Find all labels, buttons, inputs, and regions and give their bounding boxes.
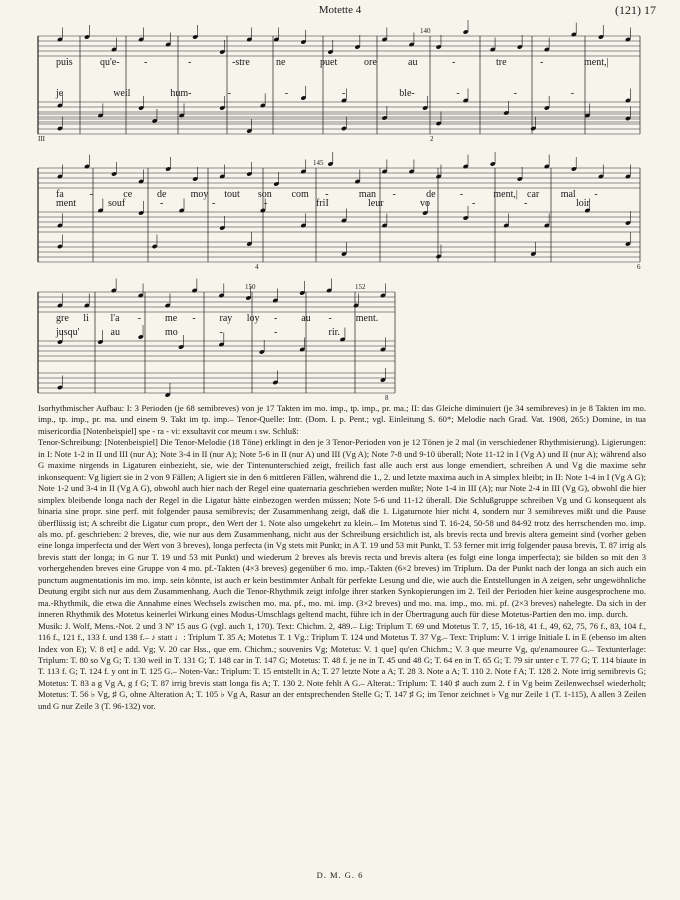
voice-number: 2 <box>430 135 434 143</box>
motetus-lyric: - <box>513 88 517 99</box>
triplum-lyric: ore <box>364 57 377 68</box>
triplum-lyric: me <box>165 313 178 324</box>
triplum-lyric: - <box>452 57 456 68</box>
motetus-lyric: hum- <box>170 88 192 99</box>
measure-number: 140 <box>420 27 431 35</box>
triplum-lyric: qu'e- <box>100 57 120 68</box>
triplum-lyric: - <box>328 313 332 324</box>
triplum-lyric: ment,| <box>493 189 518 200</box>
motetus-lyric: ble- <box>399 88 415 99</box>
motetus-lyric: mo <box>165 327 178 338</box>
commentary-paragraph-2: Tenor-Schreibung: [Notenbeispiel] Die Tenor-Melodie (18 Töne) erklingt in den je 3 Tenor-Perioden von je 12 Tönen je 2 mal (in verschiedener Rhythmisierung). Ligierungen: in I: Note 1-2 in II und III (nur A); Note 3-4 in II (nur A); Note 5-6 in II (nur A) und III (Vg A); Note 7-8 und 9-10 überall; Note 11-12 in I (Vg A) und II (nur A); während also G maxime nirgends in Ligaturen einbezieht, sie, wie der Tintenunterschied zeigt, freilich fast alle auch erst aus longe emendiert, schreiben A und Vg die maxime sehr inkonsequent: Vg ligiert sie in 2 von 9 Fällen; A ligiert sie in den 6 mittleren Fällen, während die 1., 2. und letzte maxima auch in A simplex bleibt; in II: Note 1-4 in I (Vg A G); Note 1-2 und 3-4 in II (Vg A G), obwohl auch hier nach der Regel eine quaternaria geschrieben werden mußte; Note 1-4 in III (A); nur Note 2-4 in III (Vg G), obwohl die hier simplex bleibende longa nach der Regel in die Ligatur hätte einbezogen werden müssen; Note 5-6 und 11-12 überall. Die Schlußgruppe schreiben Vg und G konsequent als binaria sine propr. sine perf. mit folgender pausa semibrevis; der Zusammenhang zeigt, daß die 1. Ligaturnote hier nicht 4, sondern nur 3 semibreves mißt und die Pause überflüssig ist; A schreibt die Ligatur cum propr., den Wert der 1. Note also umgekehrt zu klein.– Im Motetus sind T. 16-24, 50-58 und 84-92 trotz des herrschenden mo. imp. als mo. pf. geschrieben: 2 breves, die, wie nur aus dem Zusammenhang, nicht aus der Schreibung ersichtlich ist, als brevis recta und brevis altera gemeint sind (vorher geben eine longa imperfecta und der Wert von 3 breves), longa perfecta (in Vg stets mit Punkt; in A T. 19 und 53 mit Punkt, T. 53 ferner mit irrig folgender pausa brevis, T. 87 irrig als brevis statt der longa; in G nur T. 19 und 53 mit Punkt) und wiederum 2 breves als brevis recta und brevis altera (es folgt eine longa imperfecta); sie bilden so mit den 3 vorhergehenden breves eine Gruppe von 4 mo. pf.-Takten (4×3 breves) gegenüber 6 mo. imp.-Takten (6×2 breves) im Triplum. Da der Punkt nach der longa an sich auch ein punctum augmentationis im mo. imp. sein könnte, ist auch er kein bestimmter Anhalt für perfekte Lesung und die, wie auch die Entstellungen in A zeigen, sehr ungewöhnliche Deutung ergibt sich nur aus dem Zusammenhang. Auch die Tenor-Rhythmik zeigt infolge ihrer starken Synkopierungen im 2. Teil der Perioden hier keine ausgesprochene mo. ma.-Rhythmik, die etwa die Annahme eines Wechsels zwischen mo. ma. pf., mo. mi. imp. (3×2 breves) und mo. ma. imp., mo. mi. pf. (2×3 breves) nahelegte. Da sich in der inneren Rhythmik des Motetus keinerlei Wirkung eines Modus-Umschlags geltend macht, führe ich in der Übertragung auch für diese Motetus-Partien den mo. imp. durch. <box>38 437 646 620</box>
triplum-lyric: fa <box>56 189 64 200</box>
motetus-lyric: - <box>524 198 528 209</box>
triplum-lyric: - <box>274 313 278 324</box>
voice-number: 8 <box>385 394 389 402</box>
motetus-lyric: loir <box>576 198 590 209</box>
triplum-lyric: -stre <box>232 57 250 68</box>
motetus-lyric: - <box>160 198 164 209</box>
motetus-lyric: rir. <box>328 327 340 338</box>
triplum-lyric: car <box>527 189 540 200</box>
motetus-lyric: - <box>219 327 223 338</box>
triplum-lyric: ment,| <box>584 57 609 68</box>
motetus-lyric: - <box>212 198 216 209</box>
triplum-lyric: man <box>358 189 377 200</box>
motetus-lyric: au <box>110 327 120 338</box>
motetus-lyric: - <box>472 198 476 209</box>
system-label: III <box>38 135 45 143</box>
motetus-lyric: ment <box>56 198 76 209</box>
voice-number: 6 <box>637 263 641 271</box>
commentary-paragraph-3: Musik: J. Wolf, Mens.-Not. 2 und 3 Nº 15 aus G (vgl. auch 1, 170). Text: Chichm. 2, 489.– Lig: Triplum T. 69 und Motetus T. 7, 15, 16-18, 41 f., 49, 62, 75, 76 f., 83, 104 f., 116 f., 121 f., 133 f. und 138 f.– ♪ statt ♩: Triplum T. 35 A; Motetus T. 1 Vg.: Triplum T. 124 und Motetus T. 37 Vg.– Text: Triplum: V. 1 irrige Initiale L in E (ebenso im alten Index von E); V. 8 et] e add. Vg; V. 20 car Hss., que em. Chichm.; souvenirs Vg; Motetus: V. 1 que] qu'en Chichm.; V. 3 que meurre Vg, qu'enamouree G.– Textunterlage: Triplum: T. 80 so Vg G; T. 130 weil in T. 131 G; T. 148 car in T. 147 G; Motetus: T. 48 f. je ne in T. 45 und 48 G; T. 64 en in T. 65 G; T. 79 sir unter c T. 77 G; T. 114 biaute in T. 113 f. G; T. 124 f. y ont in T. 125 G.– Noten-Var.: Triplum: T. 15 entstellt in A; T. 27 letzte Note a A; T. 28 3. Note a A; T. 110 2. Note f A; T. 128 2. Note irrig semibrevis G; Motetus: T. 83 a g Vg A, g f G; T. 87 irrig brevis statt longa fis A; T. 130 2. Note fehlt A G.– Alterat.: Triplum: T. 140 ♯ auch zum 2. f in Vg beim Zeilenwechsel wiederholt; Motetus: T. 56 ♭ Vg, ♯ G, ohne Alteration A; T. 105 ♭ Vg A, Rasur an der entsprechenden Stelle G; T. 147 ♯ G; im Tenor zeichnet ♭ Vg nur Zeile 1 (T. 1-115), A allen 3 Zeilen und G nur Zeile 3 (T. 96-132) vor. <box>38 620 646 711</box>
triplum-lyric: puet <box>320 57 338 68</box>
measure-number: 145 <box>313 159 324 167</box>
motetus-lyric: jusqu' <box>56 327 80 338</box>
voice-number: 4 <box>255 263 259 271</box>
measure-number: 150 <box>245 283 256 291</box>
triplum-lyric: - <box>137 313 142 324</box>
triplum-lyric: - <box>144 57 148 68</box>
motetus-lyric: souf <box>108 198 126 209</box>
triplum-lyric: puis <box>56 57 73 68</box>
triplum-lyric: ne <box>276 57 286 68</box>
triplum-lyric: com <box>291 189 309 200</box>
triplum-lyric: ce <box>123 189 133 200</box>
page-header-title: Motette 4 <box>318 4 362 16</box>
triplum-lyric: au <box>301 313 311 324</box>
triplum-lyric: li <box>83 313 89 324</box>
triplum-lyric: au <box>408 57 418 68</box>
commentary-paragraph-1: Isorhythmischer Aufbau: I: 3 Perioden (je 68 semibreves) von je 17 Takten im mo. imp., tp. imp., pr. ma.; II: das Gleiche diminuiert (je 34 semibreves) in je 8 Takten im mo. imp., tp. imp., pr. ma. und einem 9. Takt im tp. imp.– Tenor-Quelle: Intr. (Dom. I. p. Pent.; vgl. Einleitung S. 60*; Melodie nach Grad. Vat. 1908, 265:) Domine, in tua misericordia [Notenbeispiel] spe - ra - vi: exsultavit cor meum ı sw. Schluß: <box>38 403 646 436</box>
motetus-lyric: friI <box>316 198 329 209</box>
triplum-lyric: ray <box>219 313 233 324</box>
triplum-lyric: de <box>426 189 436 200</box>
motetus-lyric: - <box>227 88 231 99</box>
motetus-lyric: je <box>56 88 64 99</box>
motetus-lyric: - <box>264 198 268 209</box>
triplum-lyric: tout <box>224 189 240 200</box>
triplum-lyric: - <box>540 57 544 68</box>
motetus-lyric: weil <box>113 88 131 99</box>
triplum-lyric: - <box>325 189 329 200</box>
triplum-lyric: - <box>192 313 196 324</box>
commentary-text <box>38 403 646 712</box>
triplum-lyric: - <box>392 189 396 200</box>
motetus-lyric: - <box>274 327 278 338</box>
measure-number: 152 <box>355 283 366 291</box>
triplum-lyric: ment. <box>355 313 379 324</box>
triplum-lyric: l'a <box>110 313 120 324</box>
motetus-lyric: - <box>456 88 460 99</box>
motetus-lyric: vo <box>420 198 430 209</box>
triplum-lyric: - <box>188 57 192 68</box>
triplum-lyric: tre <box>496 57 507 68</box>
motetus-lyric: - <box>284 88 289 99</box>
triplum-lyric: - <box>89 189 93 200</box>
triplum-lyric: moy <box>190 189 209 200</box>
triplum-lyric: son <box>257 189 272 200</box>
triplum-lyric: loy <box>246 313 260 324</box>
triplum-lyric: - <box>459 189 464 200</box>
triplum-lyric: de <box>156 189 167 200</box>
page-footer: D. M. G. 6 <box>316 870 364 880</box>
page-number: (121) 17 <box>615 3 656 17</box>
motetus-lyric: - <box>342 88 346 99</box>
triplum-lyric: - <box>594 189 598 200</box>
motetus-lyric: leur <box>368 198 384 209</box>
triplum-lyric: gre <box>56 313 69 324</box>
motetus-lyric: - <box>570 88 575 99</box>
triplum-lyric: mal <box>560 189 576 200</box>
